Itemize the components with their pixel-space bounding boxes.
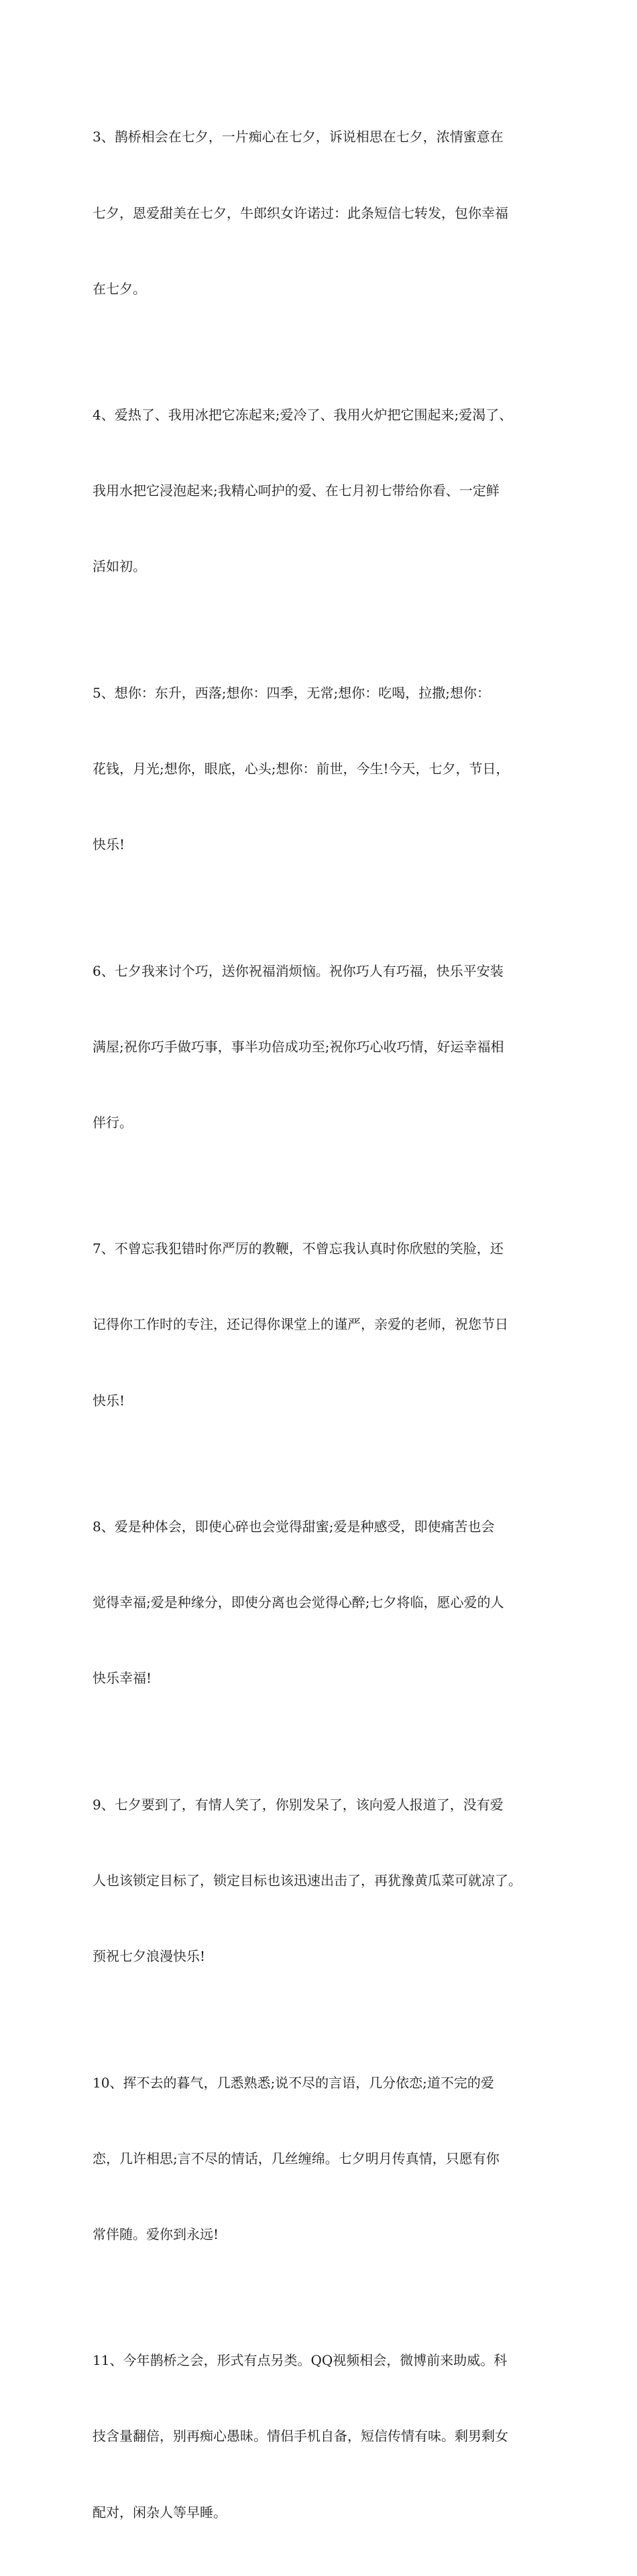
paragraph-item-3 — [93, 74, 555, 352]
text-line: 8、爱是种体会，即使心碎也会觉得甜蜜;爱是种感受，即使痛苦也会 — [93, 1519, 495, 1535]
text-line: 10、挥不去的暮气，几悉熟悉;说不尽的言语，几分依恋;道不完的爱 — [93, 2074, 494, 2091]
text-line: 我用水把它浸泡起来;我精心呵护的爱、在七月初七带给你看、一定鲜 — [93, 482, 500, 499]
text-line: 花钱，月光;想你，眼底，心头;想你：前世，今生!今天，七夕，节日， — [93, 760, 510, 777]
text-line: 在七夕。 — [93, 280, 146, 297]
text-line: 伴行。 — [93, 1114, 133, 1131]
text-line: 快乐! — [93, 836, 125, 853]
paragraph-item-6 — [93, 908, 555, 1186]
paragraph-item-9 — [93, 1742, 555, 2020]
text-line: 常伴随。爱你到永远! — [93, 2226, 219, 2242]
text-line: 满屋;祝你巧手做巧事，事半功倍成功至;祝你巧心收巧情，好运幸福相 — [93, 1038, 504, 1055]
text-line: 配对，闲杂人等早睡。 — [93, 2504, 227, 2520]
text-line: 5、想你：东升，西落;想你：四季，无常;想你：吃喝，拉撒;想你： — [93, 684, 490, 701]
paragraph-item-8 — [93, 1464, 555, 1742]
paragraph-item-5 — [93, 630, 555, 908]
paragraph-item-10 — [93, 2020, 555, 2298]
text-line: 人也该锁定目标了，锁定目标也该迅速出击了，再犹豫黄瓜菜可就凉了。 — [93, 1872, 522, 1888]
text-line: 技含量翻倍，别再痴心愚昧。情侣手机自备，短信传情有味。剩男剩女 — [93, 2428, 508, 2445]
text-line: 恋，几许相思;言不尽的情话，几丝缠绵。七夕明月传真情，只愿有你 — [93, 2150, 500, 2167]
text-line: 活如初。 — [93, 558, 146, 575]
paragraph-item-4 — [93, 352, 555, 631]
text-line: 七夕，恩爱甜美在七夕，牛郎织女许诺过：此条短信七转发，包你幸福 — [93, 204, 508, 221]
text-line: 快乐幸福! — [93, 1670, 152, 1687]
paragraph-item-7 — [93, 1186, 555, 1464]
document-body — [93, 74, 555, 2576]
text-line: 3、鹊桥相会在七夕，一片痴心在七夕，诉说相思在七夕，浓情蜜意在 — [93, 129, 504, 145]
paragraph-item-11 — [93, 2298, 555, 2576]
text-line: 11、今年鹊桥之会，形式有点另类。QQ视频相会，微博前来助威。科 — [93, 2352, 508, 2369]
text-line: 预祝七夕浪漫快乐! — [93, 1948, 206, 1965]
text-line: 9、七夕要到了，有情人笑了，你别发呆了，该向爱人报道了，没有爱 — [93, 1796, 504, 1813]
text-line: 快乐! — [93, 1392, 125, 1409]
text-line: 6、七夕我来讨个巧，送你祝福消烦恼。祝你巧人有巧福，快乐平安装 — [93, 962, 504, 979]
text-line: 4、爱热了、我用冰把它冻起来;爱冷了、我用火炉把它围起来;爱渴了、 — [93, 407, 513, 424]
text-line: 7、不曾忘我犯错时你严厉的教鞭，不曾忘我认真时你欣慰的笑脸，还 — [93, 1240, 504, 1257]
text-line: 记得你工作时的专注，还记得你课堂上的谨严，亲爱的老师，祝您节日 — [93, 1316, 508, 1333]
text-line: 觉得幸福;爱是种缘分，即使分离也会觉得心醉;七夕将临，愿心爱的人 — [93, 1594, 504, 1611]
